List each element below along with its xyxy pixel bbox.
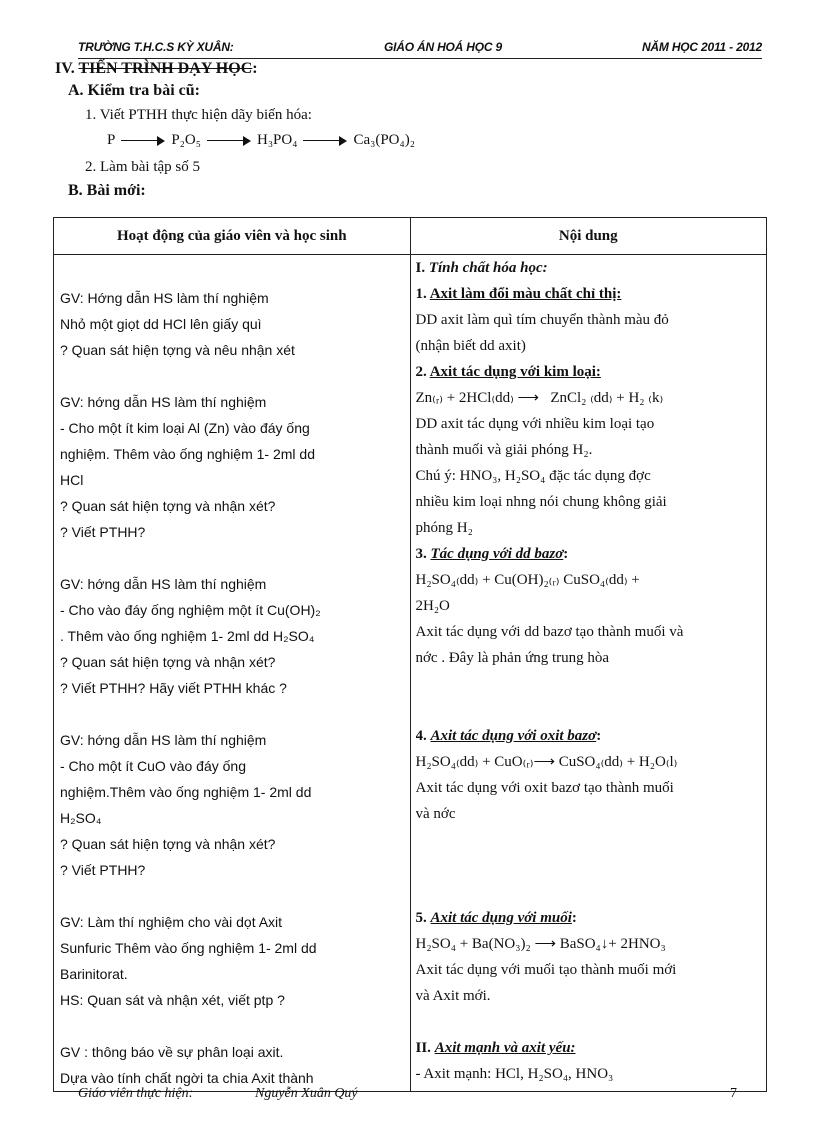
footer-teacher-name: Nguyễn Xuân Quý — [255, 1086, 358, 1101]
section-iv-heading — [55, 60, 258, 78]
activity-line: ? Quan sát hiện tợng và nhận xét? — [60, 498, 276, 514]
lesson-table — [53, 217, 767, 1092]
content-equation: H₂SO₄₍dd₎ + CuO₍ᵣ₎⟶ CuSO₄₍dd₎ + H₂O₍l₎ — [415, 754, 678, 770]
header-school: TRƯỜNG T.H.C.S KỲ XUÂN: — [78, 40, 234, 54]
section-b-heading: B. Bài mới: — [68, 182, 146, 199]
activity-line: GV : thông báo về sự phân loại axit. — [60, 1044, 284, 1060]
content-equation: Zn₍ᵣ₎ + 2HCl₍dd₎ ⟶ ZnCl₂ ₍dd₎ + H₂ ₍k₎ — [415, 390, 664, 406]
activity-line: HS: Quan sát và nhận xét, viết ptp ? — [60, 992, 285, 1008]
activity-line: - Cho một ít kim loại Al (Zn) vào đáy ống — [60, 420, 310, 436]
header-subject: GIÁO ÁN HOÁ HỌC 9 — [384, 40, 502, 54]
activity-line: ? Viết PTHH? Hãy viết PTHH khác ? — [60, 680, 287, 696]
table-header-row — [54, 218, 767, 255]
activity-line: - Cho vào đáy ống nghiệm một ít Cu(OH)₂ — [60, 602, 321, 618]
content-heading-i: I. Tính chất hóa học: — [415, 260, 548, 276]
content-equation: 2H₂O — [415, 598, 450, 614]
activity-line: nghiệm.Thêm vào ống nghiệm 1- 2ml dd — [60, 784, 312, 800]
section-iv-number: IV. — [55, 60, 79, 77]
table-body-row — [54, 255, 767, 1092]
content-line: - Axit mạnh: HCl, H₂SO₄, HNO₃ — [415, 1066, 614, 1082]
activity-line: ? Quan sát hiện tợng và nêu nhận xét — [60, 342, 295, 358]
activity-line: GV: hớng dẫn HS làm thí nghiệm — [60, 394, 267, 410]
chain-p2o5: P₂O₅ — [171, 132, 201, 148]
page-header — [78, 38, 762, 59]
activity-line: Barinitorat. — [60, 966, 128, 982]
content-heading-4: 4. Axit tác dụng với oxit bazơ: — [415, 728, 602, 744]
activity-line: ? Quan sát hiện tợng và nhận xét? — [60, 836, 276, 852]
content-line: Axit tác dụng với muối tạo thành muối mới — [415, 962, 677, 978]
arrow-icon — [207, 136, 251, 146]
activity-line: ? Viết PTHH? — [60, 862, 146, 878]
activity-line: - Cho một ít CuO vào đáy ống — [60, 758, 246, 774]
section-a-heading: A. Kiểm tra bài cũ: — [68, 82, 200, 99]
head-content: Nội dung — [410, 218, 767, 255]
content-line: và Axit mới. — [415, 988, 491, 1004]
content-heading-2: 2. Axit tác dụng với kim loại: — [415, 364, 601, 380]
activity-line: GV: hớng dẫn HS làm thí nghiệm — [60, 576, 267, 592]
reaction-chain — [107, 132, 415, 149]
content-heading-ii: II. Axit mạnh và axit yếu: — [415, 1040, 576, 1056]
activity-line: Nhỏ một giọt dd HCl lên giấy quì — [60, 316, 262, 332]
activity-line: GV: hớng dẫn HS làm thí nghiệm — [60, 732, 267, 748]
page-number: 7 — [730, 1086, 737, 1101]
section-iv-title: TIẾN TRÌNH DẠY HỌC — [78, 60, 253, 77]
content-line: nhiều kim loại nhng nói chung không giải — [415, 494, 667, 510]
activity-line: . Thêm vào ống nghiệm 1- 2ml dd H₂SO₄ — [60, 628, 315, 644]
arrow-icon — [121, 136, 165, 146]
content-equation: H₂SO₄₍dd₎ + Cu(OH)₂₍ᵣ₎ CuSO₄₍dd₎ + — [415, 572, 640, 588]
content-heading-3: 3. Tác dụng với dd bazơ: — [415, 546, 569, 562]
content-line: DD axit tác dụng với nhiều kim loại tạo — [415, 416, 655, 432]
activities-column — [54, 255, 411, 1092]
activity-line: GV: Hớng dẫn HS làm thí nghiệm — [60, 290, 269, 306]
exercise-1: 1. Viết PTHH thực hiện dãy biến hóa: — [85, 107, 312, 123]
content-equation: H₂SO₄ + Ba(NO₃)₂ ⟶ BaSO₄↓+ 2HNO₃ — [415, 936, 666, 952]
content-line: phóng H₂ — [415, 520, 473, 536]
content-line: Axit tác dụng với dd bazơ tạo thành muối và — [415, 624, 684, 640]
footer-teacher-label: Giáo viên thực hiện: — [78, 1086, 194, 1101]
activity-line: GV: Làm thí nghiệm cho vài dọt Axit — [60, 914, 283, 930]
content-line: thành muối và giải phóng H₂. — [415, 442, 593, 458]
content-heading-1: 1. Axit làm đổi màu chất chỉ thị: — [415, 286, 622, 302]
activity-line: Dựa vào tính chất ngời ta chia Axit thành — [60, 1070, 314, 1086]
activity-line: H₂SO₄ — [60, 810, 102, 826]
content-line: (nhận biết dd axit) — [415, 338, 526, 354]
activity-line: nghiệm. Thêm vào ống nghiệm 1- 2ml dd — [60, 446, 315, 462]
content-line: DD axit làm quì tím chuyển thành màu đỏ — [415, 312, 669, 328]
content-line: Chú ý: HNO₃, H₂SO₄ đặc tác dụng đợc — [415, 468, 651, 484]
content-heading-5: 5. Axit tác dụng với muối: — [415, 910, 577, 926]
exercise-2: 2. Làm bài tập số 5 — [85, 159, 200, 175]
activity-line: Sunfuric Thêm vào ống nghiệm 1- 2ml dd — [60, 940, 317, 956]
arrow-icon — [303, 136, 347, 146]
content-line: và nớc — [415, 806, 456, 822]
section-iv-colon: : — [252, 60, 258, 77]
chain-h3po4: H₃PO₄ — [256, 132, 298, 148]
chain-p: P — [107, 132, 116, 148]
activity-line: ? Quan sát hiện tợng và nhận xét? — [60, 654, 276, 670]
content-column — [410, 255, 767, 1092]
activity-line: ? Viết PTHH? — [60, 524, 146, 540]
header-year: NĂM HỌC 2011 - 2012 — [641, 40, 762, 54]
head-activities: Hoạt động của giáo viên và học sinh — [54, 218, 411, 255]
chain-ca3po42: Ca₃(PO₄)₂ — [353, 132, 415, 148]
activity-line: HCl — [60, 472, 84, 488]
content-line: Axit tác dụng với oxit bazơ tạo thành muối — [415, 780, 674, 796]
content-line: nớc . Đây là phản ứng trung hòa — [415, 650, 610, 666]
